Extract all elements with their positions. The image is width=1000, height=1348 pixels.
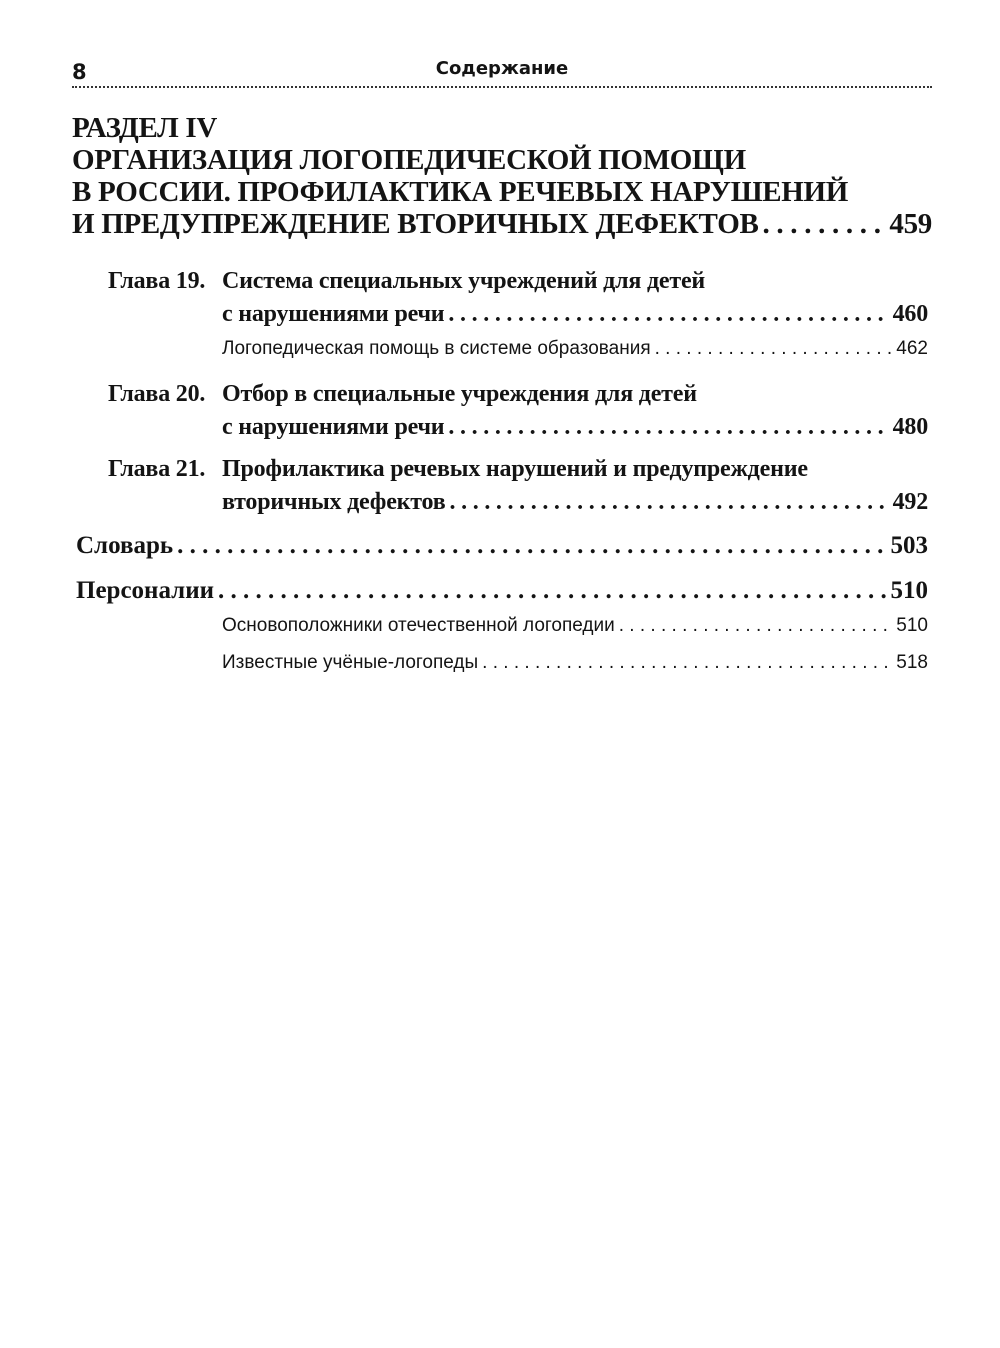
chapter-label: Глава 21.	[108, 456, 206, 482]
chapter-title: Отбор в специальные учреждения для детей	[222, 381, 697, 407]
page-ref: 518	[896, 652, 928, 673]
dot-leader	[763, 208, 886, 240]
section-entry[interactable]	[222, 651, 928, 675]
page-ref: 480	[892, 414, 928, 440]
running-title: Содержание	[435, 58, 569, 79]
page-ref: 492	[892, 489, 928, 515]
page-number: 8	[72, 60, 87, 84]
dot-leader	[655, 337, 893, 361]
page-header	[72, 56, 932, 92]
chapter-title: Система специальных учреждений для детей	[222, 268, 706, 294]
section-title: Логопедическая помощь в системе образования	[222, 338, 651, 359]
dot-leader	[218, 575, 886, 607]
persons-title: Персоналии	[76, 577, 215, 604]
chapter-title: с нарушениями речи	[222, 301, 445, 327]
section-entry[interactable]	[222, 337, 928, 361]
dot-leader	[177, 530, 886, 562]
chapter-label: Глава 20.	[108, 381, 206, 407]
page-ref: 459	[889, 208, 932, 240]
chapter-20-entry[interactable]	[108, 378, 928, 444]
section-title: Известные учёные-логопеды	[222, 652, 479, 673]
section-entry[interactable]	[222, 614, 928, 638]
page-ref: 503	[890, 532, 928, 559]
chapter-19-entry[interactable]	[108, 265, 928, 331]
chapter-title-line	[108, 378, 928, 411]
dot-leader	[448, 298, 888, 331]
page-ref: 510	[890, 577, 928, 604]
page-ref: 462	[896, 338, 928, 359]
part-title-line: ОРГАНИЗАЦИЯ ЛОГОПЕДИЧЕСКОЙ ПОМОЩИ	[72, 144, 746, 176]
dot-leader	[450, 486, 889, 519]
glossary-entry[interactable]	[76, 530, 928, 562]
chapter-title-line	[222, 411, 928, 444]
chapter-21-entry[interactable]	[108, 453, 928, 519]
page-ref: 510	[896, 615, 928, 636]
dot-leader	[619, 614, 893, 638]
dot-leader	[482, 651, 892, 675]
section-title: Основоположники отечественной логопедии	[222, 615, 615, 636]
persons-entry[interactable]	[76, 575, 928, 607]
chapter-title-line	[222, 486, 928, 519]
part-title-line: РАЗДЕЛ IV	[72, 112, 218, 144]
chapter-title-line	[222, 298, 928, 331]
header-divider	[72, 86, 932, 88]
glossary-title: Словарь	[76, 532, 174, 559]
chapter-title: с нарушениями речи	[222, 414, 445, 440]
chapter-title: Профилактика речевых нарушений и предупреждение	[222, 456, 808, 482]
chapter-label: Глава 19.	[108, 268, 206, 294]
part-title-last-line	[72, 208, 932, 240]
chapter-title-line	[108, 265, 928, 298]
part-title-line: И ПРЕДУПРЕЖДЕНИЕ ВТОРИЧНЫХ ДЕФЕКТОВ	[72, 208, 759, 240]
page-ref: 460	[892, 301, 928, 327]
part-title-line: В РОССИИ. ПРОФИЛАКТИКА РЕЧЕВЫХ НАРУШЕНИЙ	[72, 176, 849, 208]
chapter-title: вторичных дефектов	[222, 489, 446, 515]
chapter-title-line	[108, 453, 928, 486]
part-iv-entry[interactable]	[72, 112, 932, 240]
dot-leader	[448, 411, 888, 444]
